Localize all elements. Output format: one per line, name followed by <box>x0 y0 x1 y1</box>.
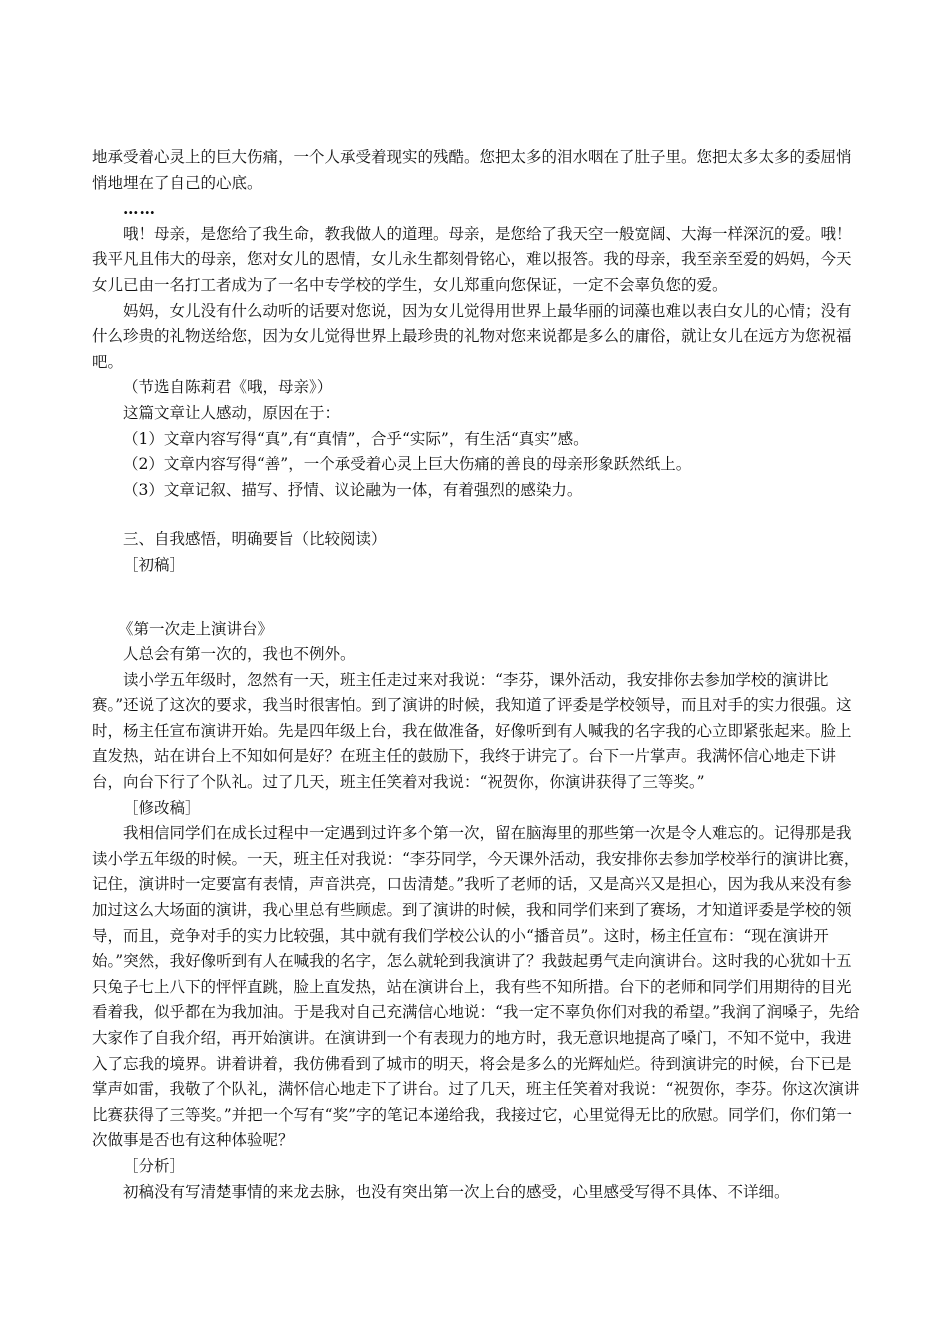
paragraph-mother-gratitude: 哦！母亲，是您给了我生命，教我做人的道理。母亲，是您给了我天空一般宽阔、大海一样深沉的爱。哦！我平凡且伟大的母亲，您对女儿的恩情，女儿永生都刻骨铭心，难以报答。我的母亲，我至亲至爱的妈妈，今天女儿已由一名打工者成为了一名中专学校的学生，女儿郑重向您保证，一定不会辜负您的爱。 <box>92 224 852 294</box>
ellipsis: …… <box>123 199 156 219</box>
draft-label: ［初稿］ <box>123 555 186 574</box>
document-page <box>92 145 862 1205</box>
draft-paragraph-1: 人总会有第一次的，我也不例外。 <box>123 645 356 664</box>
draft-paragraph-2: 读小学五年级时，忽然有一天，班主任走过来对我说：“李芬，课外活动，我安排你去参加学校的演讲比赛。”还说了这次的要求，我当时很害怕。到了演讲的时候，我知道了评委是学校领导，而且对手的实力很强。这时，杨主任宣布演讲开始。先是四年级上台，我在做准备，好像听到有人喊我的名字我的心立即紧张起来。脸上直发热，站在讲台上不知如何是好？在班主任的鼓励下，我终于讲完了。台下一片掌声。我满怀信心地走下讲台，向台下行了个队礼。过了几天，班主任笑着对我说：“祝贺你，你演讲获得了三等奖。” <box>92 670 852 792</box>
spacer <box>92 579 862 617</box>
paragraph-mother-burden: 地承受着心灵上的巨大伤痛，一个人承受着现实的残酷。您把太多的泪水咽在了肚子里。您把太多太多的委屈悄悄地埋在了自己的心底。 <box>92 148 852 192</box>
paragraph-mother-blessing: 妈妈，女儿没有什么动听的话要对您说，因为女儿觉得用世界上最华丽的词藻也难以表白女儿的心情；没有什么珍贵的礼物送给您，因为女儿觉得世界上最珍贵的礼物对您来说都是多么的庸俗，就让女儿在远方为您祝福吧。 <box>92 301 852 371</box>
source-citation: （节选自陈莉君《哦，母亲》） <box>123 378 333 397</box>
spacer <box>92 503 862 527</box>
reason-item-3: （3）文章记叙、描写、抒情、议论融为一体，有着强烈的感染力。 <box>123 480 583 499</box>
analysis-paragraph: 初稿没有写清楚事情的来龙去脉，也没有突出第一次上台的感受，心里感受写得不具体、不详细。 <box>123 1182 790 1201</box>
analysis-label: ［分析］ <box>123 1156 186 1175</box>
section-heading: 三、自我感悟，明确要旨（比较阅读） <box>123 530 387 549</box>
reason-item-2: （2）文章内容写得“善”，一个承受着心灵上巨大伤痛的善良的母亲形象跃然纸上。 <box>123 455 692 474</box>
revised-label: ［修改稿］ <box>123 798 201 817</box>
reason-intro: 这篇文章让人感动，原因在于： <box>123 403 341 422</box>
essay-title: 《第一次走上演讲台》 <box>118 619 274 638</box>
reason-item-1: （1）文章内容写得“真”,有“真情”，合乎“实际”，有生活“真实”感。 <box>123 429 589 448</box>
revised-paragraph: 我相信同学们在成长过程中一定遇到过许多个第一次，留在脑海里的那些第一次是令人难忘的。记得那是我读小学五年级的时候。一天，班主任对我说：“李芬同学，今天课外活动，我安排你去参加学校举行的演讲比赛，记住，演讲时一定要富有表情，声音洪亮，口齿清楚。”我听了老师的话，又是高兴又是担心，因为我从来没有参加过这么大场面的演讲，我心里总有些顾虑。到了演讲的时候，我和同学们来到了赛场，才知道评委是学校的领导，而且，竞争对手的实力比较强，其中就有我们学校公认的小“播音员”。这时，杨主任宣布：“现在演讲开始。”突然，我好像听到有人在喊我的名字，怎么就轮到我演讲了？我鼓起勇气走向演讲台。这时我的心犹如十五只兔子七上八下的怦怦直跳，脸上直发热，站在演讲台上，我有些不知所措。台下的老师和同学们用期待的目光看着我，似乎都在为我加油。于是我对自己充满信心地说：“我一定不辜负你们对我的希望。”我润了润嗓子，先给大家作了自我介绍，再开始演讲。在演讲到一个有表现力的地方时，我无意识地提高了嗓门，不知不觉中，我进入了忘我的境界。讲着讲着，我仿佛看到了城市的明天，将会是多么的光辉灿烂。待到演讲完的时候，台下已是掌声如雷，我敬了个队礼，满怀信心地走下了讲台。过了几天，班主任笑着对我说：“祝贺你，李芬。你这次演讲比赛获得了三等奖。”并把一个写有“奖”字的笔记本递给我，我接过它，心里觉得无比的欣慰。同学们，你们第一次做事是否也有这种体验呢？ <box>92 824 860 1150</box>
